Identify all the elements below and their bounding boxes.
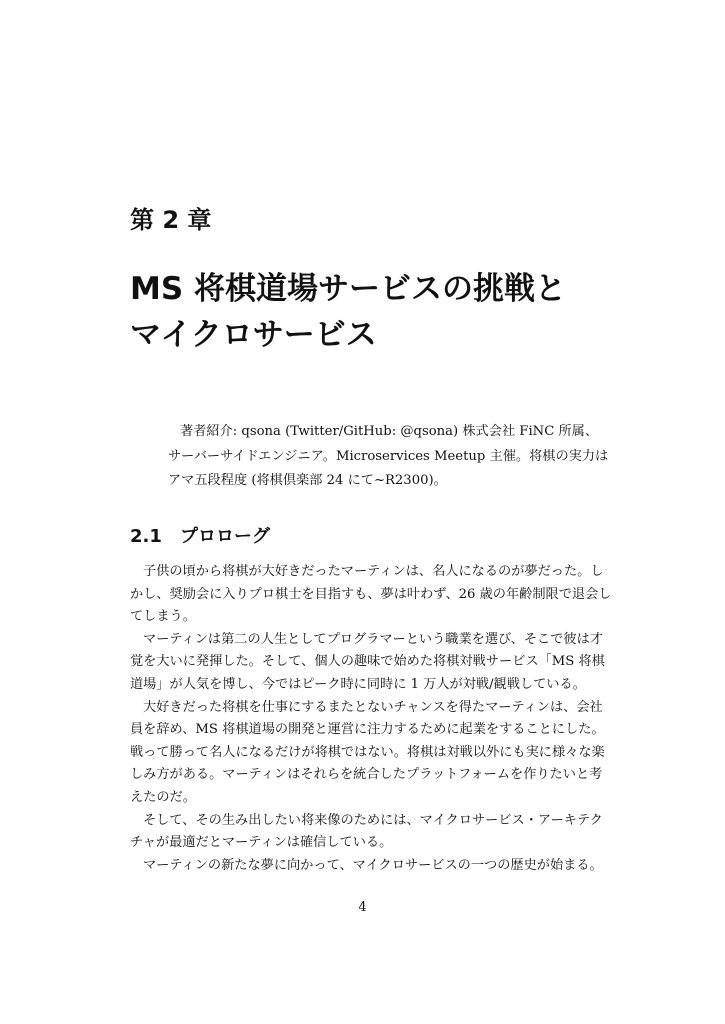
paragraph [130, 855, 603, 878]
paragraph-line: かし、奨励会に入りプロ棋士を目指すも、夢は叶わず、26 歳の年齢制限で退会し [130, 586, 612, 602]
chapter-title-line: マイクロサービス [130, 317, 377, 353]
paragraph-line: マーティンの新たな夢に向かって、マイクロサービスの一つの歴史が始まる。 [143, 857, 603, 873]
paragraph-line: 子供の頃から将棋が大好きだったマーティンは、名人になるのが夢だった。し [143, 564, 604, 579]
section-heading [130, 522, 270, 552]
paragraph-line: チャが最適だとマーティンは確信している。 [130, 835, 393, 851]
paragraph-line: 覚を大いに発揮した。そして、個人の趣味で始めた将棋対戦サービス「MS 将棋 [130, 654, 605, 670]
paragraph-line: えたのだ。 [130, 789, 196, 805]
page-number: 4 [358, 900, 367, 915]
author-intro [168, 420, 609, 494]
author-intro-line: 著者紹介: qsona (Twitter/GitHub: @qsona) 株式会社 FiNC 所属、 [180, 424, 599, 439]
chapter-title [130, 266, 610, 358]
paragraph [130, 561, 612, 629]
paragraph-line: 戦って勝って名人になるだけが将棋ではない。将棋は対戦以外にも実に様々な楽 [130, 744, 605, 760]
chapter-label: 第 2 章 [130, 206, 212, 234]
paragraph-line: 員を辞め、MS 将棋道場の開発と運営に注力するために起業をすることにした。 [130, 722, 605, 738]
chapter-title-line: MS 将棋道場サービスの挑戦と [130, 271, 566, 307]
paragraph-line: てしまう。 [130, 609, 196, 625]
paragraph-line: そして、その生み出したい将来像のためには、マイクロサービス・アーキテク [143, 812, 603, 828]
section-number: 2.1 [130, 526, 162, 547]
paragraph [130, 629, 605, 697]
section-title: プロローグ [180, 526, 270, 547]
paragraph-line: マーティンは第二の人生としてプログラマーという職業を選び、そこで彼は才 [143, 631, 603, 647]
paragraph-line: 道場」が人気を博し、今ではピーク時に同時に 1 万人が対戦/観戦している。 [130, 676, 586, 692]
author-intro-line: サーバーサイドエンジニア。Microservices Meetup 主催。将棋の実力は [168, 448, 609, 464]
paragraph-line: 大好きだった将棋を仕事にするまたとないチャンスを得たマーティンは、会社 [143, 699, 603, 715]
paragraph-line: しみ方がある。マーティンはそれらを統合したプラットフォームを作りたいと考 [130, 767, 603, 783]
author-intro-line: アマ五段程度 (将棋倶楽部 24 にて~R2300)。 [168, 473, 447, 488]
paragraph [130, 810, 603, 855]
body-text [130, 561, 612, 877]
paragraph [130, 697, 605, 810]
